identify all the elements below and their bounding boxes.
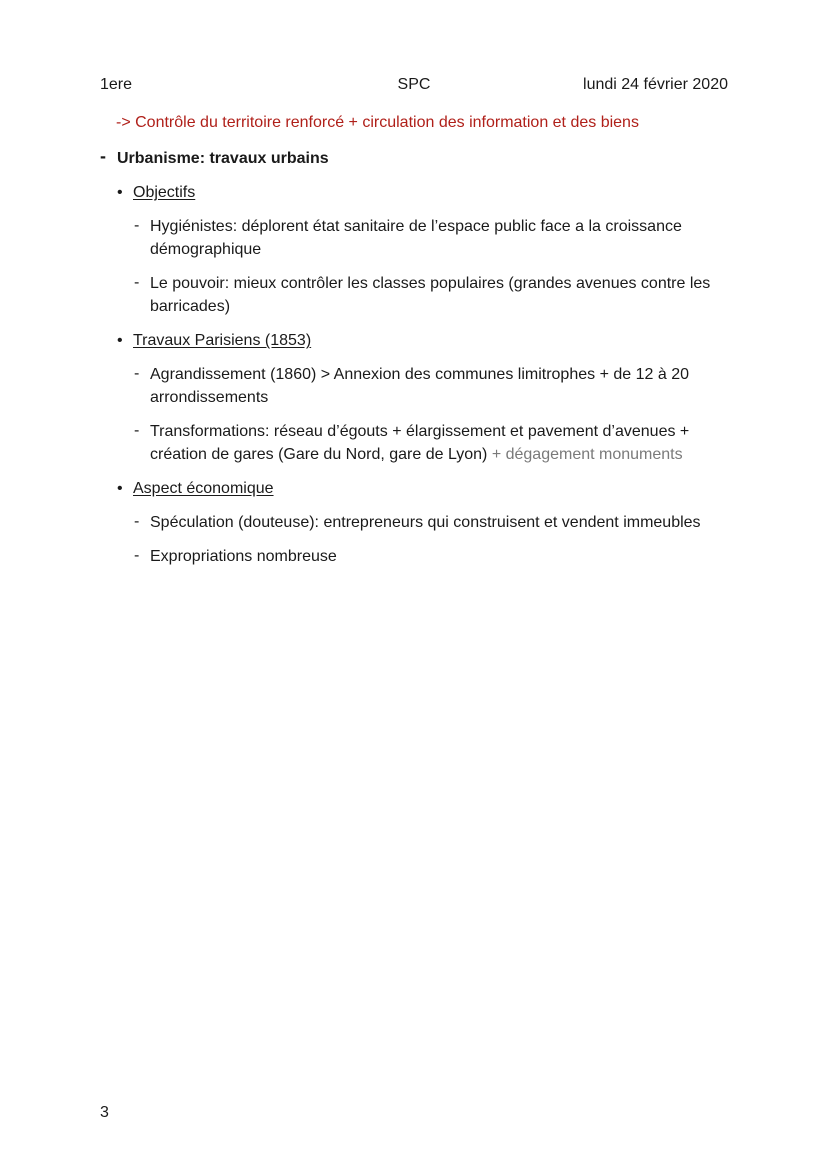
header-class: 1ere [100,76,133,93]
subsection-title: Travaux Parisiens (1853) [133,332,312,349]
dash-bullet: - [134,274,140,291]
list-item [100,215,740,261]
list-item-suffix: + dégagement monuments [487,446,683,463]
header-date: lundi 24 février 2020 [583,76,728,93]
dash-bullet: - [134,513,140,530]
dot-bullet: • [117,480,123,497]
arrow-marker: -> [116,114,131,131]
subsection-title: Aspect économique [133,480,274,497]
list-item-text: Le pouvoir: mieux contrôler les classes populaires (grandes avenues contre les barricades) [150,275,711,315]
list-item [100,363,740,409]
subsection-heading [100,329,740,352]
subsection-heading [100,181,740,204]
list-item [100,511,740,534]
subsection-title: Objectifs [133,184,196,201]
list-item-text: Hygiénistes: déplorent état sanitaire de l’espace public face a la croissance démographique [150,218,682,258]
subsection-heading [100,477,740,500]
list-item [100,420,740,466]
dot-bullet: • [117,184,123,201]
intro-line [100,111,740,134]
list-item [100,272,740,318]
list-item-text: Agrandissement (1860) > Annexion des communes limitrophes + de 12 à 20 arrondissements [150,366,689,406]
intro-text: Contrôle du territoire renforcé + circulation des information et des biens [135,114,639,131]
dot-bullet: • [117,332,123,349]
dash-bullet: - [134,422,140,439]
list-item-text: Expropriations nombreuse [150,548,337,565]
dash-bullet: - [134,547,140,564]
section-title: Urbanisme: travaux urbains [117,150,329,167]
page-number: 3 [100,1104,109,1121]
header-subject: SPC [397,76,431,93]
list-item-text: Spéculation (douteuse): entrepreneurs qui construisent et vendent immeubles [150,514,701,531]
dash-bullet: - [134,217,140,234]
dash-bullet: - [134,365,140,382]
list-item [100,545,740,568]
section-heading [100,147,740,170]
page-header [100,76,728,96]
document-content [100,111,740,568]
dash-bullet: - [100,146,106,166]
list-item-text: Transformations: réseau d’égouts + élargissement et pavement d’avenues + création de gares (Gare du Nord, gare de Lyon) [150,423,690,463]
